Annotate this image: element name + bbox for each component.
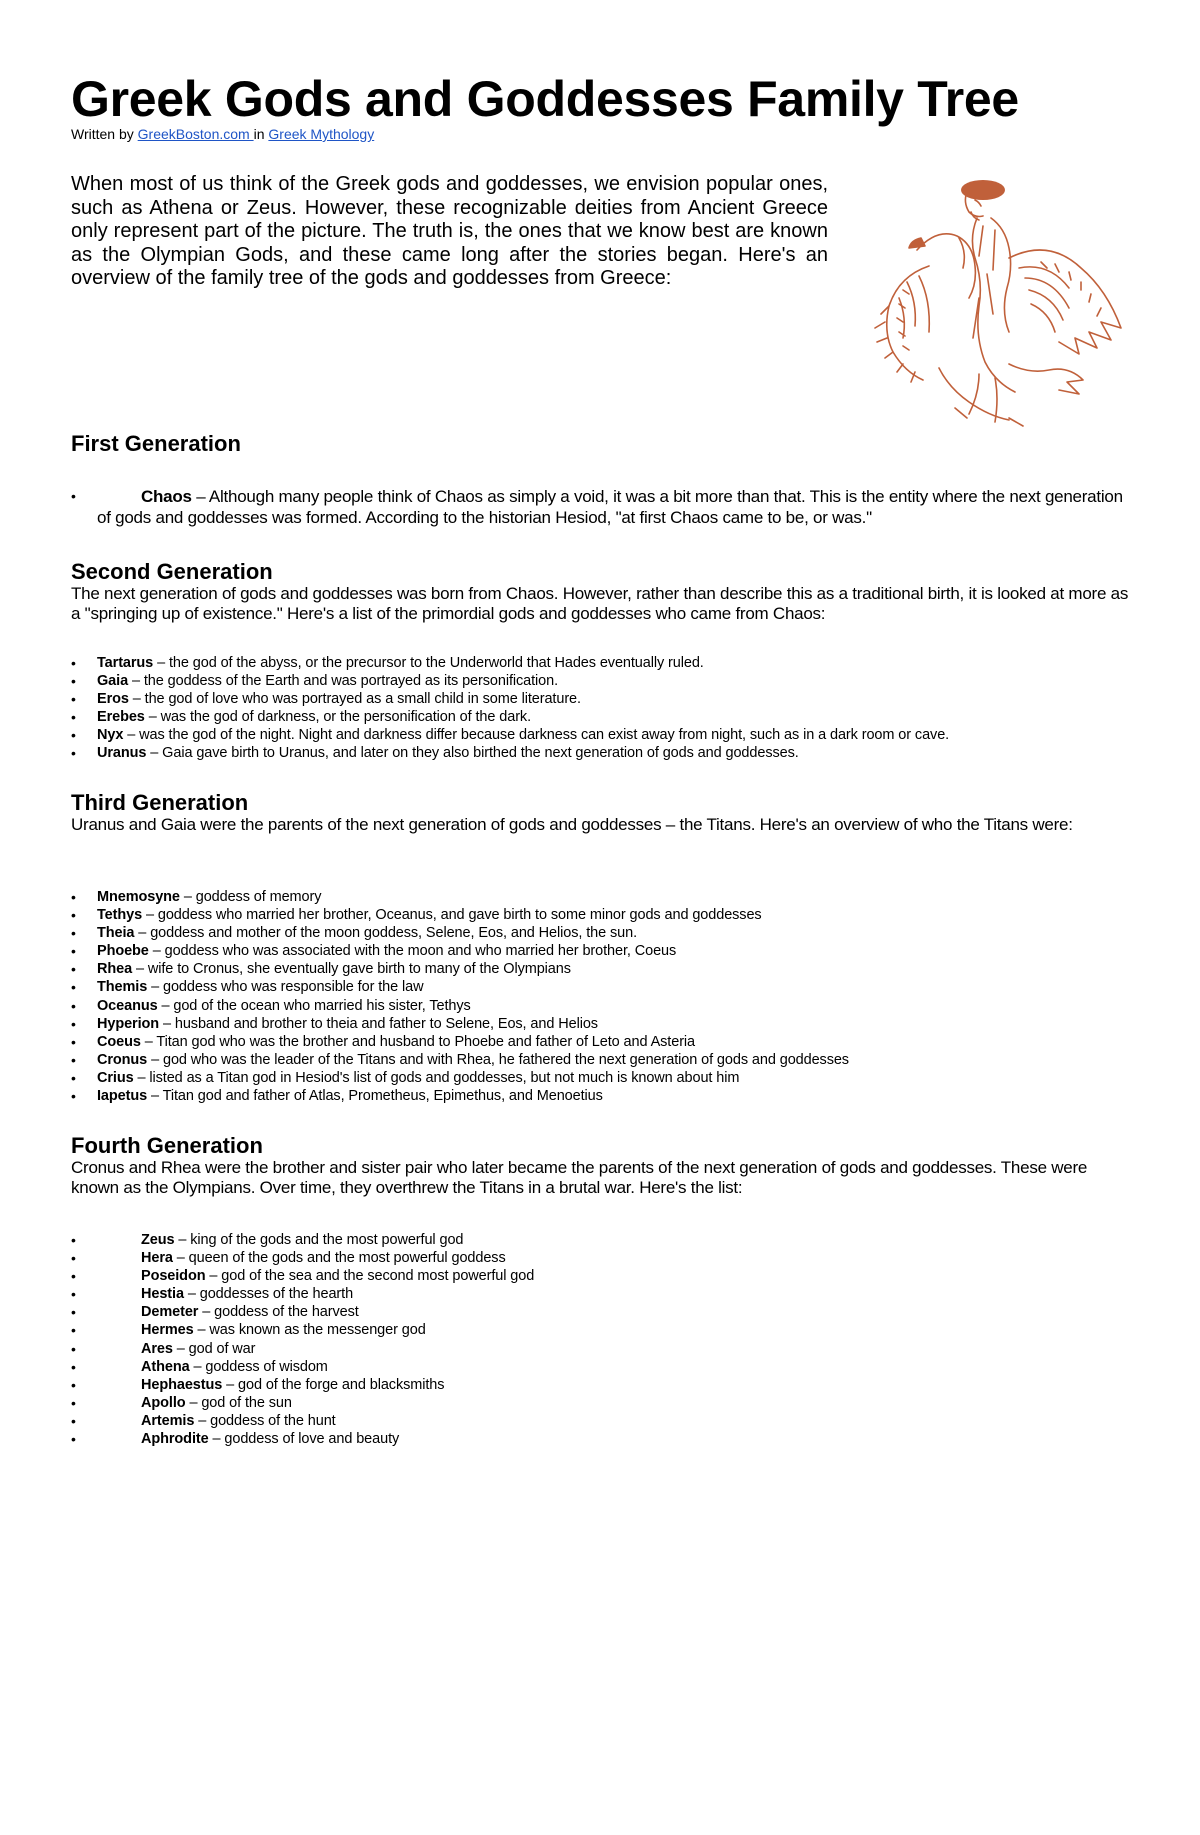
god-description: – goddess who was associated with the moon and who married her brother, Coeus	[148, 943, 677, 960]
third-generation-heading: Third Generation	[71, 790, 249, 815]
bullet-icon: •	[71, 1394, 76, 1411]
fourth-generation-heading: Fourth Generation	[71, 1133, 263, 1158]
list-item	[71, 1069, 849, 1087]
list-item	[71, 1376, 534, 1394]
list-item	[71, 1033, 849, 1051]
list-item	[71, 1430, 534, 1448]
list-item	[71, 690, 949, 708]
god-description: – was the god of the night. Night and darkness differ because darkness can exist away from night, such as in a dark room or cave.	[123, 727, 950, 744]
list-item	[71, 1303, 534, 1321]
bullet-icon: •	[71, 1268, 76, 1285]
bullet-icon: •	[71, 1286, 76, 1303]
bullet-icon: •	[71, 673, 76, 690]
bullet-icon: •	[71, 709, 76, 726]
god-description: – listed as a Titan god in Hesiod's list of gods and goddesses, but not much is known about him	[133, 1069, 740, 1086]
god-name: Tethys	[97, 907, 143, 924]
god-description: – goddess of memory	[179, 889, 322, 905]
god-description: – god of the ocean who married his sister, Tethys	[157, 997, 471, 1014]
god-description: – god of the sun	[185, 1394, 292, 1411]
bullet-icon: •	[71, 691, 76, 708]
god-name: Nyx	[97, 727, 124, 744]
god-name: Ares	[141, 1340, 173, 1357]
bullet-icon: •	[71, 727, 76, 744]
bullet-icon: •	[71, 1232, 76, 1248]
list-item	[71, 997, 849, 1015]
bullet-icon: •	[71, 1033, 76, 1050]
god-description: – god of the forge and blacksmiths	[222, 1376, 445, 1393]
list-item	[71, 1358, 534, 1376]
first-generation-list	[71, 486, 1129, 528]
bullet-icon: •	[71, 925, 76, 942]
list-item	[71, 1249, 534, 1267]
god-name: Cronus	[97, 1051, 148, 1068]
list-item	[71, 1321, 534, 1339]
fourth-generation-list	[71, 1231, 534, 1448]
bullet-icon: •	[71, 961, 76, 978]
bullet-icon: •	[71, 1304, 76, 1321]
list-item	[71, 744, 949, 762]
bullet-icon: •	[71, 1358, 76, 1375]
list-item	[71, 708, 949, 726]
god-description: – god who was the leader of the Titans and with Rhea, he fathered the next generation of gods and goddesses	[147, 1051, 849, 1068]
bullet-icon: •	[71, 1376, 76, 1393]
bullet-icon: •	[71, 1340, 76, 1357]
god-description: – goddesses of the hearth	[183, 1286, 354, 1303]
bullet-icon: •	[71, 1322, 76, 1339]
bullet-icon: •	[71, 655, 76, 671]
god-description: – husband and brother to theia and father to Selene, Eos, and Helios	[159, 1015, 598, 1032]
god-name: Theia	[97, 925, 135, 942]
god-name: Coeus	[97, 1033, 141, 1050]
god-name: Phoebe	[97, 943, 149, 960]
god-name: Hermes	[141, 1322, 194, 1339]
god-name: Athena	[141, 1358, 190, 1375]
category-link[interactable]: Greek Mythology	[268, 126, 375, 142]
list-item	[71, 654, 949, 672]
god-description: – goddess of love and beauty	[208, 1431, 400, 1448]
god-name: Poseidon	[141, 1268, 206, 1285]
god-description: – wife to Cronus, she eventually gave birth to many of the Olympians	[132, 961, 571, 978]
god-description: – god of war	[172, 1340, 256, 1357]
list-item	[71, 1051, 849, 1069]
bullet-icon: •	[71, 979, 76, 996]
god-name: Mnemosyne	[97, 889, 180, 905]
god-description: – Gaia gave birth to Uranus, and later on they also birthed the next generation of gods and goddesses.	[146, 745, 799, 762]
bullet-icon: •	[71, 488, 76, 504]
bullet-icon: •	[71, 1088, 76, 1105]
bullet-icon: •	[71, 1250, 76, 1267]
god-description: – Although many people think of Chaos as simply a void, it was a bit more than that. This is the entity where the next generation of gods and goddesses was formed. According to the historian Hesiod, "at first Chaos came to be, or was."	[97, 487, 1123, 527]
list-item	[71, 1087, 849, 1105]
list-item	[71, 1231, 534, 1249]
god-name: Zeus	[141, 1232, 175, 1248]
list-item	[71, 1394, 534, 1412]
god-name: Oceanus	[97, 997, 158, 1014]
fourth-generation-intro: Cronus and Rhea were the brother and sister pair who later became the parents of the next generation of gods and goddesses. These were known as the Olympians. Over time, they overthrew the Titans in a brutal war. Here's the list:	[71, 1158, 1088, 1197]
list-item	[71, 960, 849, 978]
page-title: Greek Gods and Goddesses Family Tree	[71, 71, 1019, 127]
goddess-swan-icon	[859, 178, 1129, 430]
list-item	[71, 672, 949, 690]
god-description: – the god of the abyss, or the precursor to the Underworld that Hades eventually ruled.	[153, 655, 704, 671]
god-description: – god of the sea and the second most powerful god	[205, 1268, 535, 1285]
second-generation-intro: The next generation of gods and goddesses was born from Chaos. However, rather than describe this as a traditional birth, it is looked at more as a "springing up of existence." Here's a list of the primordial gods and goddesses who came from Chaos:	[71, 584, 1129, 623]
second-generation-list	[71, 654, 949, 763]
bullet-icon: •	[71, 1069, 76, 1086]
god-name: Tartarus	[97, 655, 154, 671]
list-item	[71, 486, 1129, 528]
author-link[interactable]: GreekBoston.com	[137, 126, 254, 142]
list-item	[71, 1285, 534, 1303]
god-name: Hestia	[141, 1286, 184, 1303]
bullet-icon: •	[71, 1412, 76, 1429]
list-item	[71, 906, 849, 924]
god-description: – goddess of wisdom	[189, 1358, 328, 1375]
god-name: Eros	[97, 691, 129, 708]
god-name: Crius	[97, 1069, 134, 1086]
god-name: Themis	[97, 979, 148, 996]
list-item	[71, 1412, 534, 1430]
god-name: Erebes	[97, 709, 145, 726]
god-name: Uranus	[97, 745, 147, 762]
list-item	[71, 1267, 534, 1285]
god-description: – goddess of the hunt	[194, 1412, 336, 1429]
list-item	[71, 1340, 534, 1358]
bullet-icon: •	[71, 1015, 76, 1032]
bullet-icon: •	[71, 1431, 76, 1448]
god-name: Artemis	[141, 1412, 195, 1429]
intro-paragraph: When most of us think of the Greek gods and goddesses, we envision popular ones, such as Athena or Zeus. However, these recognizable deities from Ancient Greece only represent part of the picture. The truth is, the ones that we know best are known as the Olympian Gods, and these came long after the stories began. Here's an overview of the family tree of the gods and goddesses from Greece:	[71, 173, 828, 289]
bullet-icon: •	[71, 1051, 76, 1068]
god-description: – Titan god and father of Atlas, Prometheus, Epimethus, and Menoetius	[147, 1088, 603, 1105]
god-description: – queen of the gods and the most powerful goddess	[172, 1250, 506, 1267]
byline	[71, 126, 374, 142]
bullet-icon: •	[71, 943, 76, 960]
byline-mid: in	[253, 126, 269, 142]
god-description: – goddess who was responsible for the law	[147, 979, 424, 996]
list-item	[71, 1015, 849, 1033]
god-name: Hera	[141, 1250, 173, 1267]
god-description: – king of the gods and the most powerful god	[174, 1232, 464, 1248]
god-description: – goddess of the harvest	[198, 1304, 359, 1321]
god-description: – goddess and mother of the moon goddess, Selene, Eos, and Helios, the sun.	[134, 925, 638, 942]
god-name: Hephaestus	[141, 1376, 223, 1393]
god-name: Aphrodite	[141, 1431, 209, 1448]
greek-goddess-swan-illustration	[859, 178, 1129, 430]
god-name: Hyperion	[97, 1015, 160, 1032]
god-name: Demeter	[141, 1304, 199, 1321]
bullet-icon: •	[71, 907, 76, 924]
list-item	[71, 726, 949, 744]
list-item	[71, 924, 849, 942]
list-item	[71, 978, 849, 996]
god-name: Gaia	[97, 673, 129, 690]
god-name: Rhea	[97, 961, 133, 978]
god-name: Apollo	[141, 1394, 186, 1411]
god-description: – was known as the messenger god	[193, 1322, 426, 1339]
god-description: – the goddess of the Earth and was portrayed as its personification.	[128, 673, 559, 690]
third-generation-intro: Uranus and Gaia were the parents of the next generation of gods and goddesses – the Titans. Here's an overview of who the Titans were:	[71, 815, 1073, 834]
third-generation-list	[71, 888, 849, 1105]
god-description: – the god of love who was portrayed as a small child in some literature.	[128, 691, 581, 708]
list-item	[71, 942, 849, 960]
first-generation-heading: First Generation	[71, 431, 241, 456]
second-generation-heading: Second Generation	[71, 559, 273, 584]
list-item	[71, 888, 849, 906]
bullet-icon: •	[71, 745, 76, 762]
bullet-icon: •	[71, 889, 76, 905]
god-description: – Titan god who was the brother and husband to Phoebe and father of Leto and Asteria	[140, 1033, 696, 1050]
byline-prefix: Written by	[71, 126, 138, 142]
god-name: Iapetus	[97, 1088, 148, 1105]
bullet-icon: •	[71, 997, 76, 1014]
god-name: Chaos	[141, 487, 192, 506]
god-description: – goddess who married her brother, Oceanus, and gave birth to some minor gods and goddesses	[142, 907, 762, 924]
god-description: – was the god of darkness, or the personification of the dark.	[144, 709, 531, 726]
